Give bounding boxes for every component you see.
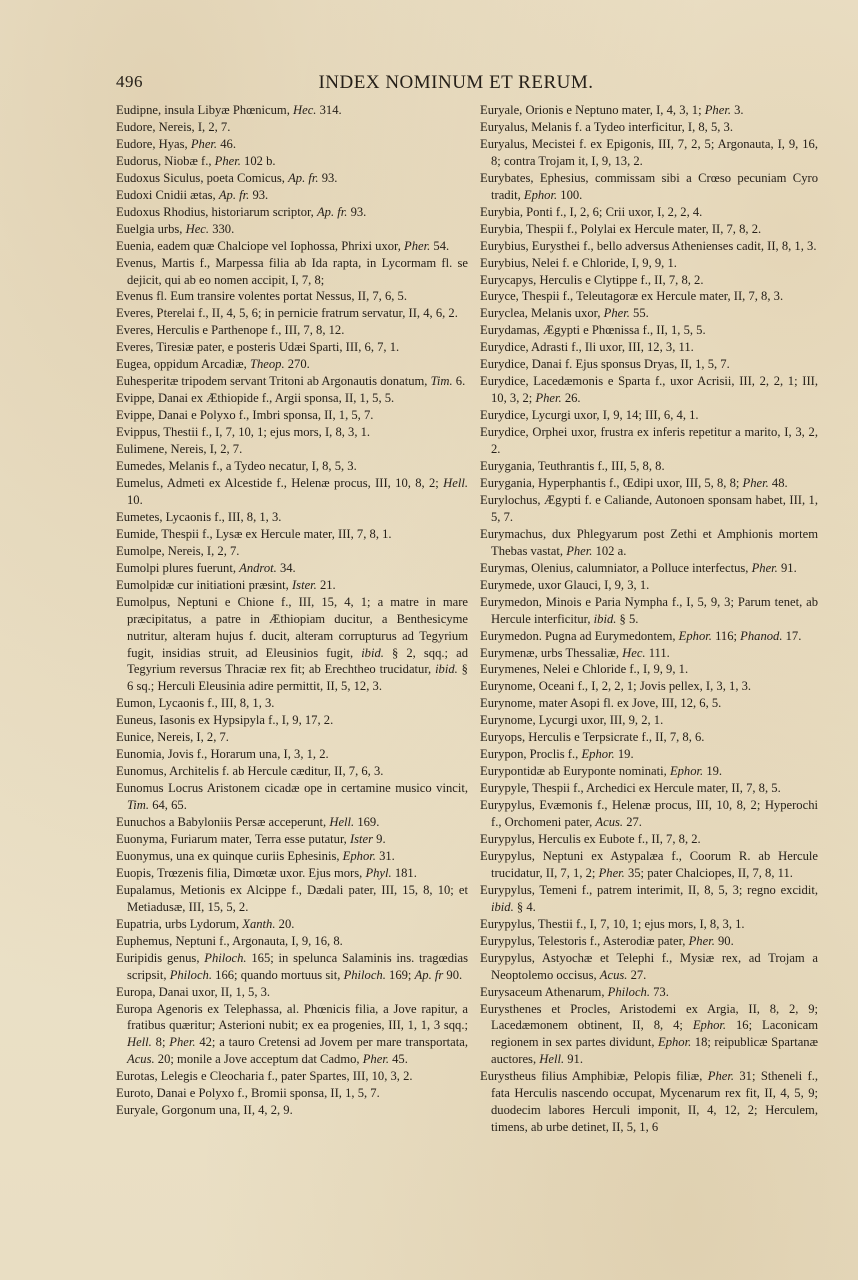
index-entry: Eurybia, Thespii f., Polylai ex Hercule mater, II, 7, 8, 2. — [480, 221, 762, 236]
index-entry: Eurybius, Nelei f. e Chloride, I, 9, 9, 1. — [480, 255, 677, 270]
index-entry: Eurynome, Oceani f., I, 2, 2, 1; Jovis pellex, I, 3, 1, 3. — [480, 679, 752, 694]
index-entry: Eurypylus, Telestoris f., Asterodiæ pater, Pher. 90. — [480, 933, 734, 948]
index-entry: Eurypylus, Herculis ex Eubote f., II, 7, 8, 2. — [480, 831, 701, 846]
index-entry: Eurysaceum Athenarum, Philoch. 73. — [480, 984, 669, 999]
index-entry: Everes, Tiresiæ pater, e posteris Udæi Sparti, III, 6, 7, 1. — [116, 340, 400, 355]
index-entry: Eurypylus, Evæmonis f., Helenæ procus, III, 10, 8, 2; Hyperochi f., Orchomeni pater, Acus. 27. — [480, 798, 818, 830]
index-entry: Eurycapys, Herculis e Clytippe f., II, 7, 8, 2. — [480, 272, 704, 287]
index-entry: Eurymenes, Nelei e Chloride f., I, 9, 9, 1. — [480, 662, 689, 677]
index-entry: Euonyma, Furiarum mater, Terra esse putatur, Ister 9. — [116, 831, 386, 846]
index-entry: Eunomus Locrus Aristonem cicadæ ope in certamine musico vincit, Tim. 64, 65. — [116, 781, 468, 813]
index-entry: Eurynome, mater Asopi fl. ex Jove, III, 12, 6, 5. — [480, 696, 722, 711]
index-entry: Eurymedon, Minois e Paria Nympha f., I, 5, 9, 3; Parum tenet, ab Hercule interficitur, ibid. § 5. — [480, 594, 818, 626]
index-entry: Eurypylus, Temeni f., patrem interimit, II, 8, 5, 3; regno excidit, ibid. § 4. — [480, 882, 818, 914]
index-entry: Eurypylus, Astyochæ et Telephi f., Mysiæ rex, ad Trojam a Neoptolemo occisus, Acus. 27. — [480, 950, 818, 982]
index-entry: Eurygania, Hyperphantis f., Œdipi uxor, III, 5, 8, 8; Pher. 48. — [480, 475, 788, 490]
index-entry: Evenus, Martis f., Marpessa filia ab Ida rapta, in Lycormam fl. se dejicit, qui ab eo nomen accipit, I, 7, 8; — [116, 255, 468, 287]
index-entry: Eurystheus filius Amphibiæ, Pelopis filiæ, Pher. 31; Stheneli f., fata Herculis nascendo occupat, Mycenarum rex fit, II, 4, 5, 9; duodecim labores Herculi imponit, II, 4, 12, 2; Herculem, timens, ab urbe detinet, II, 5, 1, 6 — [480, 1069, 818, 1135]
index-entry: Eurypylus, Thestii f., I, 7, 10, 1; ejus mors, I, 8, 3, 1. — [480, 916, 745, 931]
index-entry: Eurydice, Lacedæmonis e Sparta f., uxor Acrisii, III, 2, 2, 1; III, 10, 3, 2; Pher. 26. — [480, 374, 818, 406]
index-entry: Eurydice, Adrasti f., Ili uxor, III, 12, 3, 11. — [480, 340, 694, 355]
index-entry: Eudorus, Niobæ f., Pher. 102 b. — [116, 153, 276, 168]
index-entry: Eunomus, Architelis f. ab Hercule cæditur, II, 7, 6, 3. — [116, 764, 384, 779]
index-entry: Euenia, eadem quæ Chalciope vel Iophossa, Phrixi uxor, Pher. 54. — [116, 238, 450, 253]
index-entry: Eulimene, Nereis, I, 2, 7. — [116, 442, 243, 457]
index-entry: Euonymus, una ex quinque curiis Ephesinis, Ephor. 31. — [116, 848, 395, 863]
page-header — [116, 72, 796, 98]
index-entry: Eurydamas, Ægypti e Phœnissa f., II, 1, 5, 5. — [480, 323, 706, 338]
index-entry: Eurypyle, Thespii f., Archedici ex Hercule mater, II, 7, 8, 5. — [480, 781, 781, 796]
index-entry: Eumolpidæ cur initiationi præsint, Ister. 21. — [116, 577, 336, 592]
index-entry: Eurypon, Proclis f., Ephor. 19. — [480, 747, 634, 762]
index-column-right — [480, 102, 818, 1136]
index-entry: Eudore, Nereis, I, 2, 7. — [116, 119, 231, 134]
index-entry: Evippe, Danai ex Æthiopide f., Argii sponsa, II, 1, 5, 5. — [116, 391, 395, 406]
index-entry: Euryclea, Melanis uxor, Pher. 55. — [480, 306, 649, 321]
index-entry: Euphemus, Neptuni f., Argonauta, I, 9, 16, 8. — [116, 933, 343, 948]
index-entry: Eurybius, Eurysthei f., bello adversus Athenienses cadit, II, 8, 1, 3. — [480, 238, 817, 253]
index-entry: Eurypylus, Neptuni ex Astypalæa f., Coorum R. ab Hercule trucidatur, II, 7, 1, 2; Pher. 35; pater Chalciopes, II, 7, 8, 11. — [480, 848, 818, 880]
index-entry: Euryalus, Melanis f. a Tydeo interficitur, I, 8, 5, 3. — [480, 119, 733, 134]
index-entry: Eurymas, Olenius, calumniator, a Polluce interfectus, Pher. 91. — [480, 560, 797, 575]
index-entry: Euryale, Orionis e Neptuno mater, I, 4, 3, 1; Pher. 3. — [480, 103, 744, 117]
index-entry: Eumelus, Admeti ex Alcestide f., Helenæ procus, III, 10, 8, 2; Hell. 10. — [116, 475, 468, 507]
index-entry: Eudoxus Siculus, poeta Comicus, Ap. fr. 93. — [116, 170, 338, 185]
index-column-left — [116, 102, 468, 1119]
index-entry: Evippus, Thestii f., I, 7, 10, 1; ejus mors, I, 8, 3, 1. — [116, 425, 371, 440]
index-entry: Eurymede, uxor Glauci, I, 9, 3, 1. — [480, 577, 650, 592]
index-entry: Eumide, Thespii f., Lysæ ex Hercule mater, III, 7, 8, 1. — [116, 526, 392, 541]
index-entry: Eudoxi Cnidii ætas, Ap. fr. 93. — [116, 187, 269, 202]
index-entry: Euryale, Gorgonum una, II, 4, 2, 9. — [116, 1103, 293, 1118]
page-number: 496 — [116, 72, 143, 91]
index-entry: Eurydice, Lycurgi uxor, I, 9, 14; III, 6, 4, 1. — [480, 408, 699, 423]
running-title: INDEX NOMINUM ET RERUM. — [318, 72, 594, 93]
index-entry: Everes, Pterelai f., II, 4, 5, 6; in pernicie fratrum servatur, II, 4, 6, 2. — [116, 306, 458, 321]
index-entry: Euryalus, Mecistei f. ex Epigonis, III, 7, 2, 5; Argonauta, I, 9, 16, 8; contra Trojam it, I, 9, 13, 2. — [480, 136, 818, 168]
index-entry: Eurydice, Orphei uxor, frustra ex inferis repetitur a marito, I, 3, 2, 2. — [480, 425, 818, 457]
index-entry: Eupatria, urbs Lydorum, Xanth. 20. — [116, 916, 295, 931]
index-entry: Everes, Herculis e Parthenope f., III, 7, 8, 12. — [116, 323, 345, 338]
index-entry: Euryops, Herculis e Terpsicrate f., II, 7, 8, 6. — [480, 730, 705, 745]
index-entry: Europa Agenoris ex Telephassa, al. Phœnicis filia, a Jove rapitur, a fratibus quæritur; Asterioni nubit; ex ea progenies, III, 1, 1, 3 sqq.; Hell. 8; Pher. 42; a tauro Cretensi ad Jovem per mare transportata, Acus. 20; monile a Jove acceptum dat Cadmo, Pher. 45. — [116, 1001, 468, 1067]
index-entry: Eurybia, Ponti f., I, 2, 6; Crii uxor, I, 2, 2, 4. — [480, 204, 703, 219]
index-entry: Eurymedon. Pugna ad Eurymedontem, Ephor. 116; Phanod. 17. — [480, 628, 802, 643]
index-entry: Eurygania, Teuthrantis f., III, 5, 8, 8. — [480, 459, 665, 474]
index-entry: Eurydice, Danai f. Ejus sponsus Dryas, II, 1, 5, 7. — [480, 357, 730, 372]
index-entry: Euhesperitæ tripodem servant Tritoni ab Argonautis donatum, Tim. 6. — [116, 374, 466, 389]
index-entry: Eudipne, insula Libyæ Phœnicum, Hec. 314. — [116, 103, 342, 117]
index-entry: Euroto, Danai e Polyxo f., Bromii sponsa, II, 1, 5, 7. — [116, 1086, 380, 1101]
index-entry: Eudoxus Rhodius, historiarum scriptor, Ap. fr. 93. — [116, 204, 367, 219]
index-entry: Eumetes, Lycaonis f., III, 8, 1, 3. — [116, 509, 282, 524]
index-entry: Eurymenæ, urbs Thessaliæ, Hec. 111. — [480, 645, 670, 660]
index-entry: Evippe, Danai e Polyxo f., Imbri sponsa, II, 1, 5, 7. — [116, 408, 374, 423]
index-entry: Eupalamus, Metionis ex Alcippe f., Dædali pater, III, 15, 8, 10; et Metiadusæ, III, 15, 5, 2. — [116, 882, 468, 914]
index-entry: Eunice, Nereis, I, 2, 7. — [116, 730, 229, 745]
index-entry: Eumon, Lycaonis f., III, 8, 1, 3. — [116, 696, 275, 711]
index-entry: Europa, Danai uxor, II, 1, 5, 3. — [116, 984, 271, 999]
index-entry: Eudore, Hyas, Pher. 46. — [116, 136, 236, 151]
index-entry: Eurybates, Ephesius, commissam sibi a Crœso pecuniam Cyro tradit, Ephor. 100. — [480, 170, 818, 202]
index-entry: Evenus fl. Eum transire volentes portat Nessus, II, 7, 6, 5. — [116, 289, 407, 304]
index-entry: Euripidis genus, Philoch. 165; in spelunca Salaminis ins. tragœdias scripsit, Philoch. 166; quando mortuus sit, Philoch. 169; Ap. fr 90. — [116, 950, 468, 982]
index-entry: Euelgia urbs, Hec. 330. — [116, 221, 235, 236]
index-entry: Eurypontidæ ab Euryponte nominati, Ephor. 19. — [480, 764, 723, 779]
index-entry: Eurylochus, Ægypti f. e Caliande, Autonoen sponsam habet, III, 1, 5, 7. — [480, 492, 818, 524]
index-entry: Eumolpus, Neptuni e Chione f., III, 15, 4, 1; a matre in mare præcipitatus, a patre in Æthiopiam ducitur, a Benthesicyme nutritur, alteram hujus f. ducit, alteram corrupturus ad Tegyrium fugit, insidias struit, ad Eleusinios fugit, ibid. § 2, sqq.; ad Tegyrium reversus Thraciæ rex fit; ab Erechtheo trucidatur, ibid. § 6 sq.; Herculi Eleusinia adire permittit, II, 5, 12, 3. — [116, 594, 468, 694]
index-entry: Eumolpe, Nereis, I, 2, 7. — [116, 543, 240, 558]
index-entry: Eumedes, Melanis f., a Tydeo necatur, I, 8, 5, 3. — [116, 459, 357, 474]
index-entry: Eumolpi plures fuerunt, Androt. 34. — [116, 560, 296, 575]
index-entry: Euopis, Trœzenis filia, Dimœtæ uxor. Ejus mors, Phyl. 181. — [116, 865, 417, 880]
index-entry: Eurynome, Lycurgi uxor, III, 9, 2, 1. — [480, 713, 664, 728]
index-entry: Eunuchos a Babyloniis Persæ acceperunt, Hell. 169. — [116, 815, 380, 830]
index-entry: Eurotas, Lelegis e Cleocharia f., pater Spartes, III, 10, 3, 2. — [116, 1069, 413, 1084]
index-entry: Eurysthenes et Procles, Aristodemi ex Argia, II, 8, 2, 9; Lacedæmonem obtinent, II, 8, 4; Ephor. 16; Laconicam regionem in sex partes dividunt, Ephor. 18; reipublicæ Spartanæ auctores, Hell. 91. — [480, 1001, 818, 1067]
index-entry: Euneus, Iasonis ex Hypsipyla f., I, 9, 17, 2. — [116, 713, 334, 728]
index-entry: Eunomia, Jovis f., Horarum una, I, 3, 1, 2. — [116, 747, 329, 762]
index-entry: Euryce, Thespii f., Teleutagoræ ex Hercule mater, II, 7, 8, 3. — [480, 289, 784, 304]
index-entry: Eugea, oppidum Arcadiæ, Theop. 270. — [116, 357, 310, 372]
index-entry: Eurymachus, dux Phlegyarum post Zethi et Amphionis mortem Thebas vastat, Pher. 102 a. — [480, 526, 818, 558]
